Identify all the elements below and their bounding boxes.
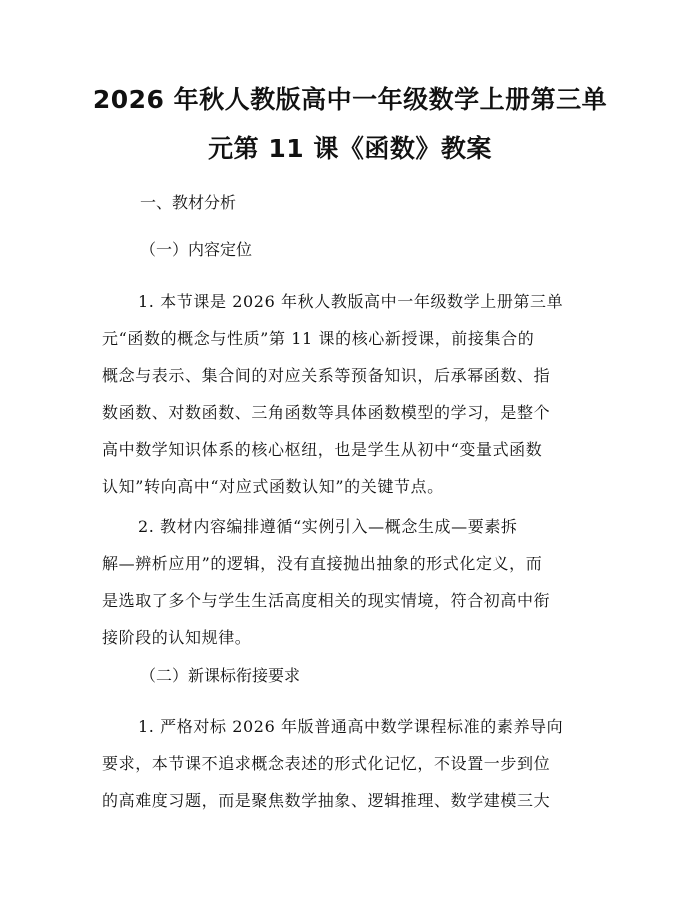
subsection-heading-curriculum-standards: （二）新课标衔接要求	[140, 666, 301, 685]
paragraph-line: 数函数、对数函数、三角函数等具体函数模型的学习，是整个	[102, 403, 551, 422]
document-title-line-2: 元第 11 课《函数》教案	[208, 134, 492, 163]
paragraph-content-positioning-2	[102, 508, 602, 656]
paragraph-line: 概念与表示、集合间的对应关系等预备知识，后承幂函数、指	[102, 366, 551, 385]
paragraph-line: 解—辨析应用”的逻辑，没有直接抛出抽象的形式化定义，而	[102, 554, 543, 573]
paragraph-line: 认知”转向高中“对应式函数认知”的关键节点。	[102, 477, 444, 496]
paragraph-line: 要求，本节课不追求概念表述的形式化记忆，不设置一步到位	[102, 754, 551, 773]
paragraph-line: 高中数学知识体系的核心枢纽，也是学生从初中“变量式函数	[102, 440, 543, 459]
paragraph-line: 1. 严格对标 2026 年版普通高中数学课程标准的素养导向	[138, 717, 564, 736]
paragraph-curriculum-standards-1	[102, 708, 602, 819]
paragraph-line: 1. 本节课是 2026 年秋人教版高中一年级数学上册第三单	[138, 292, 564, 311]
section-heading-textbook-analysis: 一、教材分析	[140, 193, 237, 212]
document-title-line-1: 2026 年秋人教版高中一年级数学上册第三单	[92, 85, 608, 114]
paragraph-line: 元“函数的概念与性质”第 11 课的核心新授课，前接集合的	[102, 329, 535, 348]
paragraph-line: 的高难度习题，而是聚焦数学抽象、逻辑推理、数学建模三大	[102, 791, 551, 810]
paragraph-line: 2. 教材内容编排遵循“实例引入—概念生成—要素拆	[138, 517, 518, 536]
paragraph-content-positioning-1	[102, 283, 602, 505]
subsection-heading-content-positioning: （一）内容定位	[140, 240, 253, 259]
paragraph-line: 是选取了多个与学生生活高度相关的现实情境，符合初高中衔	[102, 591, 551, 610]
paragraph-line: 接阶段的认知规律。	[102, 628, 252, 647]
